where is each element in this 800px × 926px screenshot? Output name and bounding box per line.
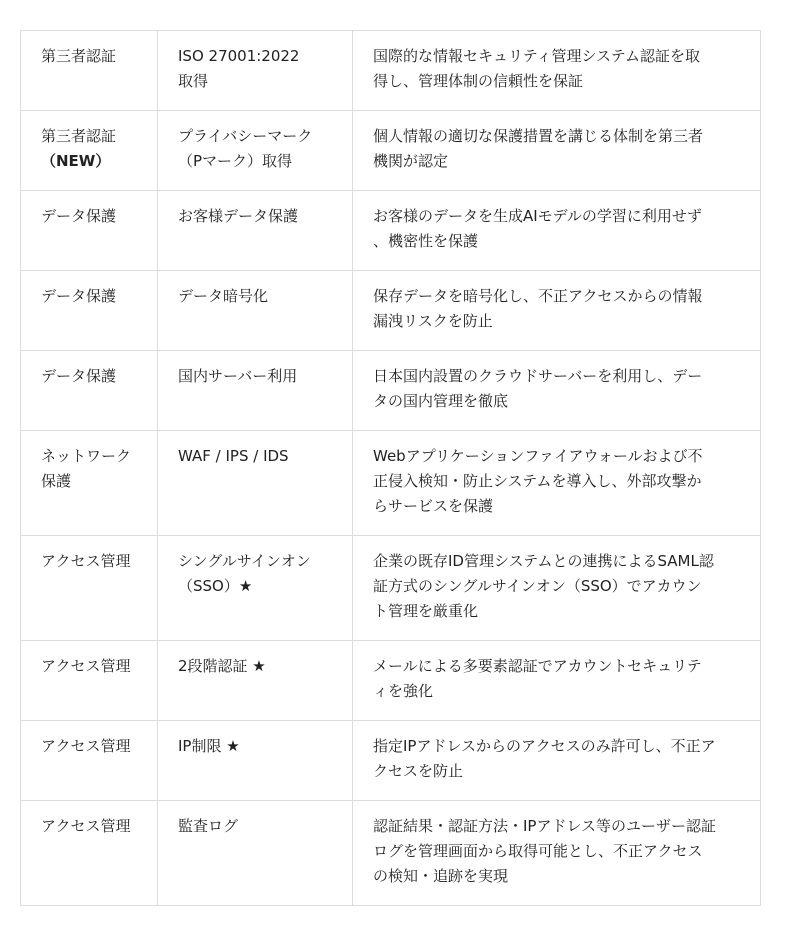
category-cell [21,431,158,536]
category-cell [21,536,158,641]
item-text: （SSO）★ [178,577,253,595]
category-cell [21,111,158,191]
item-text: ISO 27001:2022 [178,47,300,65]
description-text: 個人情報の適切な保護措置を講じる体制を第三者 [373,127,704,145]
description-text: クセスを防止 [373,762,464,780]
description-text: 得し、管理体制の信頼性を保証 [373,72,584,90]
description-text: 正侵入検知・防止システムを導入し、外部攻撃か [373,472,702,490]
description-cell [353,536,761,641]
category-text: 保護 [41,472,72,490]
table-row [21,31,761,111]
item-cell [158,431,353,536]
description-text: 指定IPアドレスからのアクセスのみ許可し、不正ア [373,737,716,755]
category-text: データ保護 [41,287,117,305]
item-text: 2段階認証 ★ [178,657,266,675]
item-text: データ暗号化 [178,287,269,305]
description-text: お客様のデータを生成AIモデルの学習に利用せず [373,207,702,225]
item-text: お客様データ保護 [178,207,299,225]
table-row [21,271,761,351]
description-cell [353,801,761,906]
category-cell [21,271,158,351]
category-cell [21,801,158,906]
new-badge: （NEW） [41,152,111,170]
item-cell [158,31,353,111]
description-cell [353,31,761,111]
item-text: 監査ログ [178,817,239,835]
item-cell [158,271,353,351]
item-cell [158,351,353,431]
description-cell [353,191,761,271]
item-text: 取得 [178,72,209,90]
category-cell [21,31,158,111]
description-cell [353,111,761,191]
description-text: ィを強化 [373,682,434,700]
description-cell [353,271,761,351]
table-row [21,111,761,191]
description-cell [353,351,761,431]
category-text: データ保護 [41,367,117,385]
table-row [21,536,761,641]
description-text: 国際的な情報セキュリティ管理システム認証を取 [373,47,701,65]
description-text: ログを管理画面から取得可能とし、不正アクセス [373,842,703,860]
description-text: Webアプリケーションファイアウォールおよび不 [373,447,703,465]
table-row [21,641,761,721]
table-row [21,801,761,906]
category-text: 第三者認証 [41,47,117,65]
description-text: 機関が認定 [373,152,449,170]
category-text: ネットワーク [41,447,132,465]
item-text: 国内サーバー利用 [178,367,298,385]
description-cell [353,641,761,721]
category-text: アクセス管理 [41,657,131,675]
item-cell [158,191,353,271]
description-text: ト管理を厳重化 [373,602,479,620]
description-text: 証方式のシングルサインオン（SSO）でアカウン [373,577,702,595]
description-text: 保存データを暗号化し、不正アクセスからの情報 [373,287,703,305]
category-cell [21,191,158,271]
item-text: シングルサインオン [178,552,311,570]
item-text: （Pマーク）取得 [178,152,293,170]
table-row [21,351,761,431]
description-text: タの国内管理を徹底 [373,392,509,410]
description-text: 企業の既存ID管理システムとの連携によるSAML認 [373,552,714,570]
description-text: らサービスを保護 [373,497,494,515]
description-text: 日本国内設置のクラウドサーバーを利用し、デー [373,367,703,385]
description-cell [353,431,761,536]
item-cell [158,721,353,801]
table-row [21,191,761,271]
category-cell [21,721,158,801]
security-features-table [20,30,761,906]
category-text: アクセス管理 [41,737,131,755]
description-text: 、機密性を保護 [373,232,479,250]
item-cell [158,111,353,191]
description-text: 認証結果・認証方法・IPアドレス等のユーザー認証 [373,817,717,835]
item-text: プライバシーマーク [178,127,313,145]
item-cell [158,641,353,721]
description-text: 漏洩リスクを防止 [373,312,493,330]
item-text: WAF / IPS / IDS [178,447,289,465]
table-row [21,721,761,801]
item-cell [158,801,353,906]
item-text: IP制限 ★ [178,737,240,755]
description-cell [353,721,761,801]
description-text: の検知・追跡を実現 [373,867,509,885]
category-text: データ保護 [41,207,117,225]
category-cell [21,641,158,721]
category-text: 第三者認証 [41,127,117,145]
description-text: メールによる多要素認証でアカウントセキュリテ [373,657,702,675]
table-row [21,431,761,536]
category-text: アクセス管理 [41,817,131,835]
category-text: アクセス管理 [41,552,131,570]
item-cell [158,536,353,641]
category-cell [21,351,158,431]
